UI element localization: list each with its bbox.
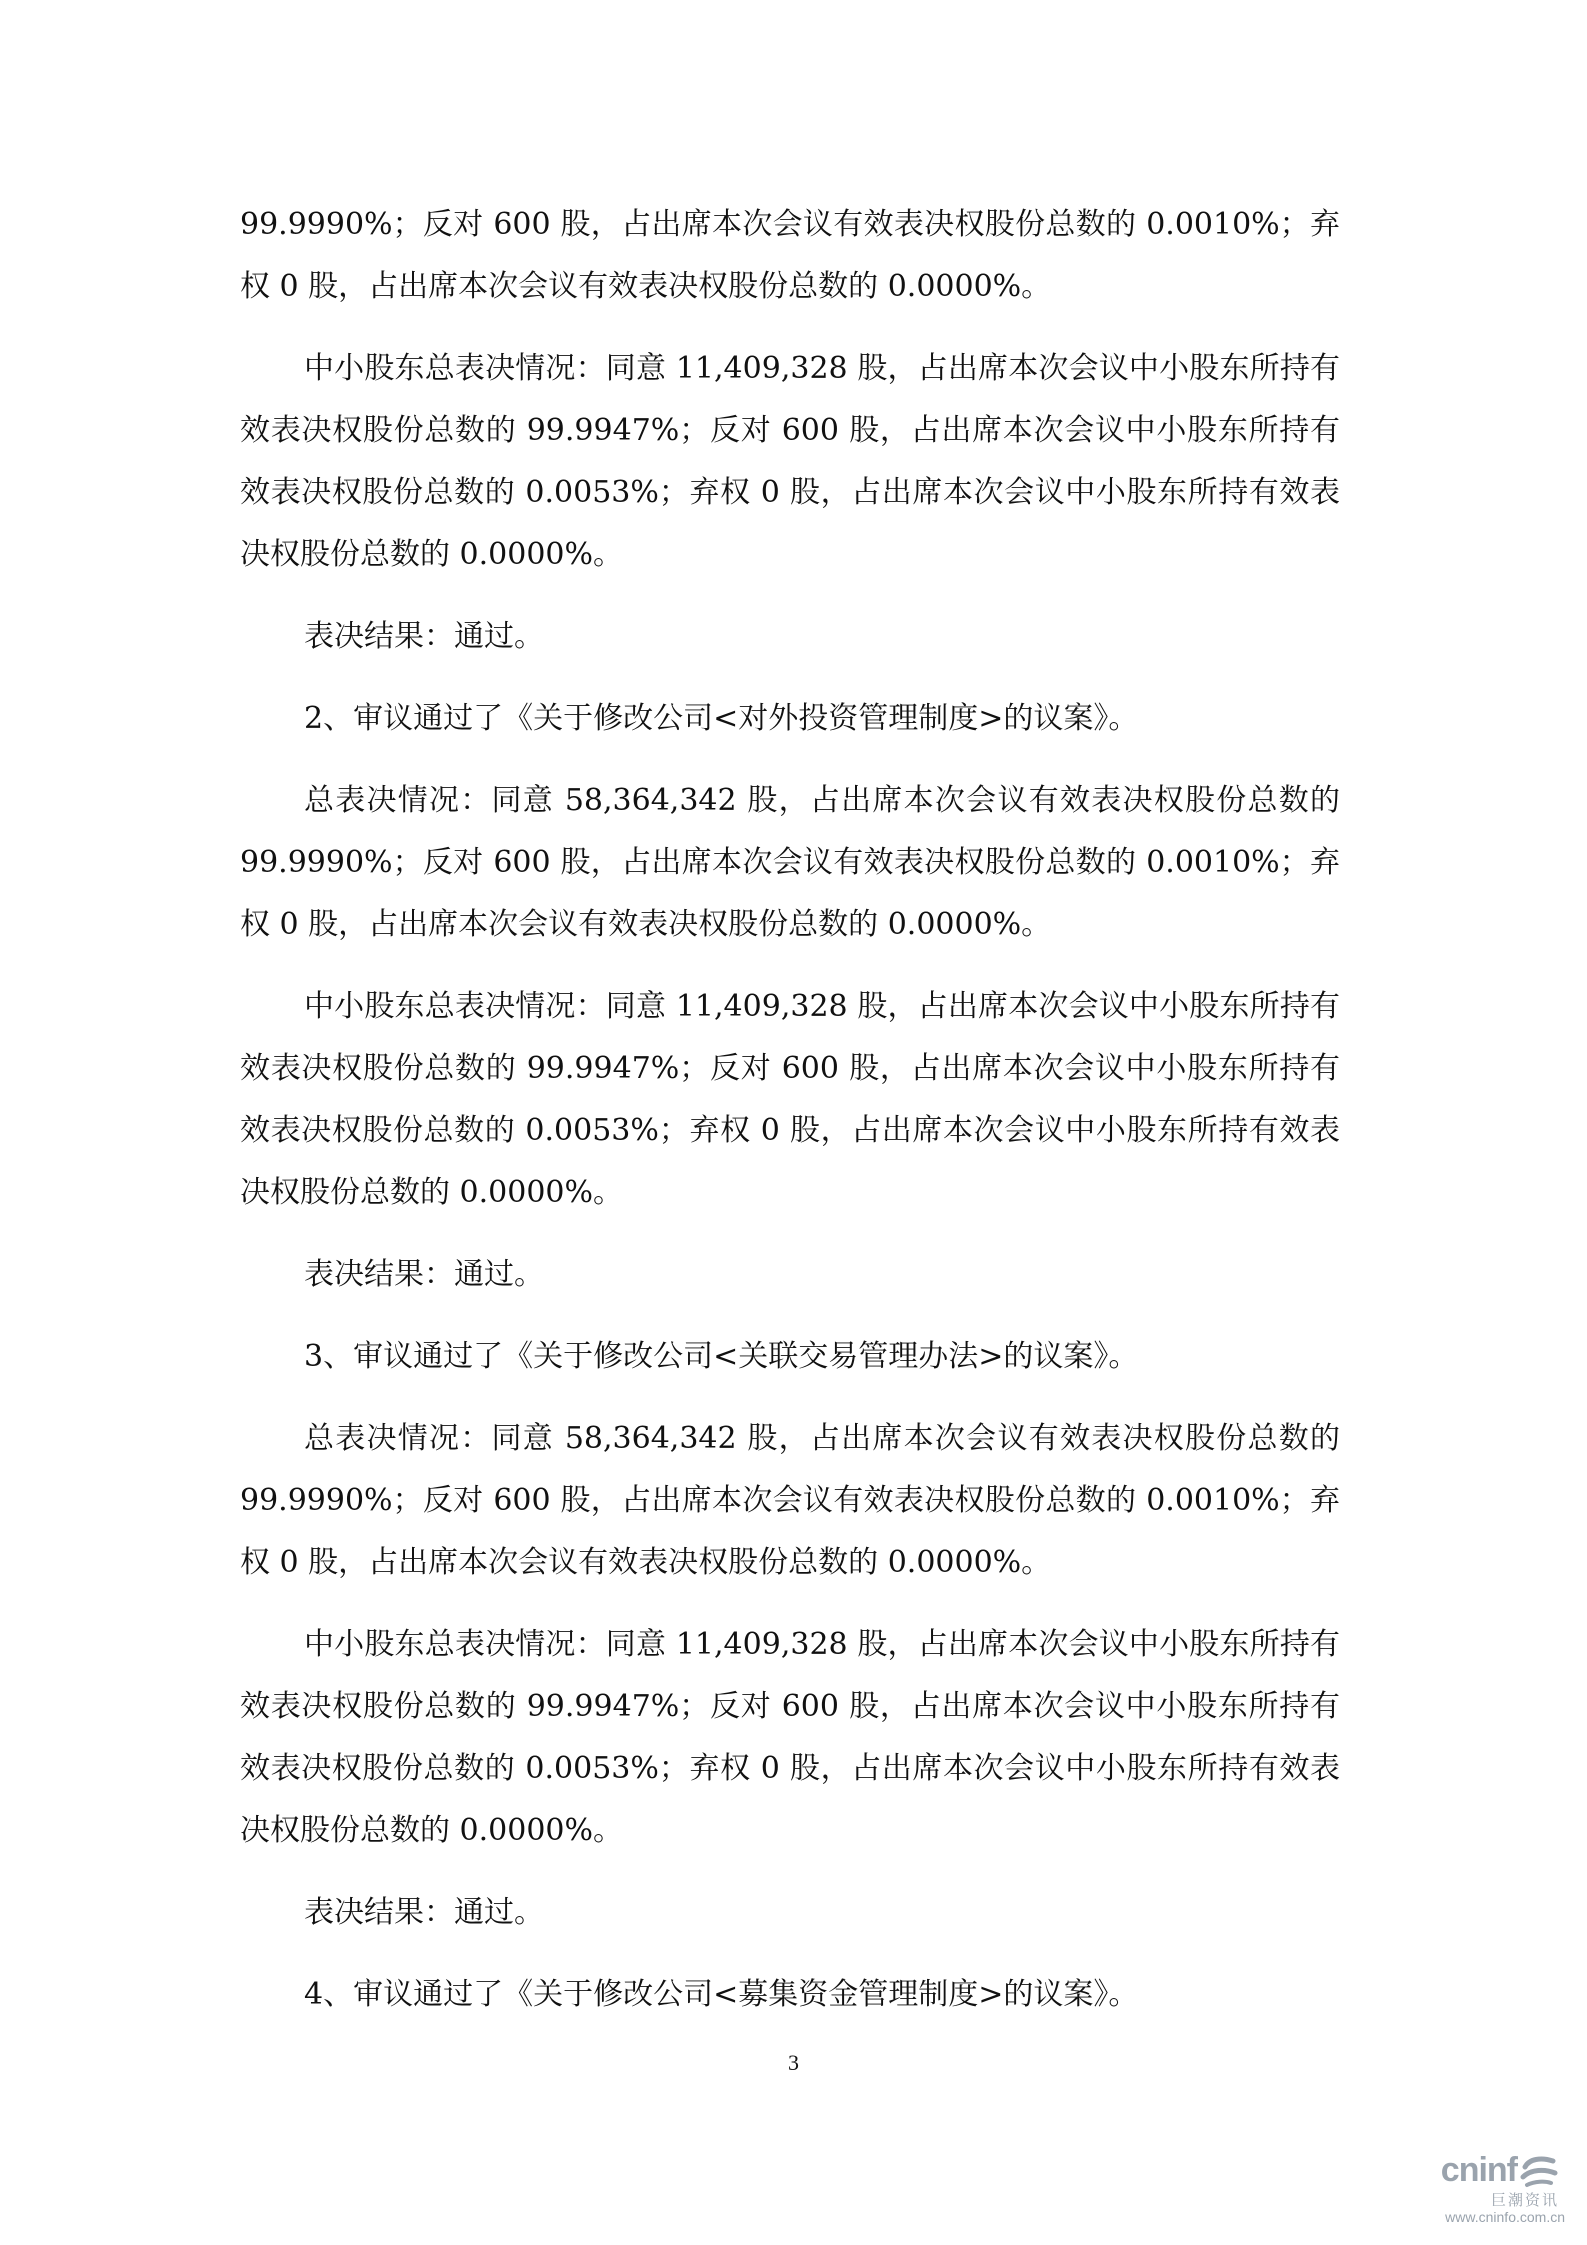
- page-number: 3: [788, 2050, 799, 2075]
- document-body: [240, 194, 1340, 2046]
- paragraph-vote-result: 表决结果：通过。: [304, 1895, 544, 1930]
- paragraph-vote-result: 表决结果：通过。: [304, 619, 544, 654]
- watermark-url: www.cninfo.com.cn: [1445, 2209, 1565, 2225]
- paragraph-minority-vote: 中小股东总表决情况：同意 11,409,328 股，占出席本次会议中小股东所持有效表决权股份总数的 99.9947%；反对 600 股，占出席本次会议中小股东所持有效表决权股份总数的 0.0053%；弃权 0 股，占出席本次会议中小股东所持有效表决权股份总数的 0.0000%。: [240, 1627, 1340, 1848]
- paragraph-minority-vote: 中小股东总表决情况：同意 11,409,328 股，占出席本次会议中小股东所持有效表决权股份总数的 99.9947%；反对 600 股，占出席本次会议中小股东所持有效表决权股份总数的 0.0053%；弃权 0 股，占出席本次会议中小股东所持有效表决权股份总数的 0.0000%。: [240, 351, 1340, 572]
- paragraph-resolution-heading: 3、审议通过了《关于修改公司<关联交易管理办法>的议案》。: [304, 1339, 1139, 1374]
- paragraph-vote-continuation: 99.9990%；反对 600 股，占出席本次会议有效表决权股份总数的 0.0010%；弃权 0 股，占出席本次会议有效表决权股份总数的 0.0000%。: [240, 207, 1340, 304]
- paragraph-total-vote: 总表决情况：同意 58,364,342 股，占出席本次会议有效表决权股份总数的 99.9990%；反对 600 股，占出席本次会议有效表决权股份总数的 0.0010%；弃权 0 股，占出席本次会议有效表决权股份总数的 0.0000%。: [240, 783, 1340, 942]
- paragraph-resolution-heading: 2、审议通过了《关于修改公司<对外投资管理制度>的议案》。: [304, 701, 1139, 736]
- paragraph-total-vote: 总表决情况：同意 58,364,342 股，占出席本次会议有效表决权股份总数的 99.9990%；反对 600 股，占出席本次会议有效表决权股份总数的 0.0010%；弃权 0 股，占出席本次会议有效表决权股份总数的 0.0000%。: [240, 1421, 1340, 1580]
- cninfo-watermark: [1389, 2149, 1569, 2229]
- paragraph-minority-vote: 中小股东总表决情况：同意 11,409,328 股，占出席本次会议中小股东所持有效表决权股份总数的 99.9947%；反对 600 股，占出席本次会议中小股东所持有效表决权股份总数的 0.0053%；弃权 0 股，占出席本次会议中小股东所持有效表决权股份总数的 0.0000%。: [240, 989, 1340, 1210]
- watermark-brand: cninf: [1440, 2151, 1517, 2189]
- cninfo-logo-icon: [1519, 2155, 1559, 2189]
- paragraph-resolution-heading: 4、审议通过了《关于修改公司<募集资金管理制度>的议案》。: [304, 1977, 1139, 2012]
- watermark-brand-cn: 巨潮资讯: [1490, 2191, 1559, 2209]
- paragraph-vote-result: 表决结果：通过。: [304, 1257, 544, 1292]
